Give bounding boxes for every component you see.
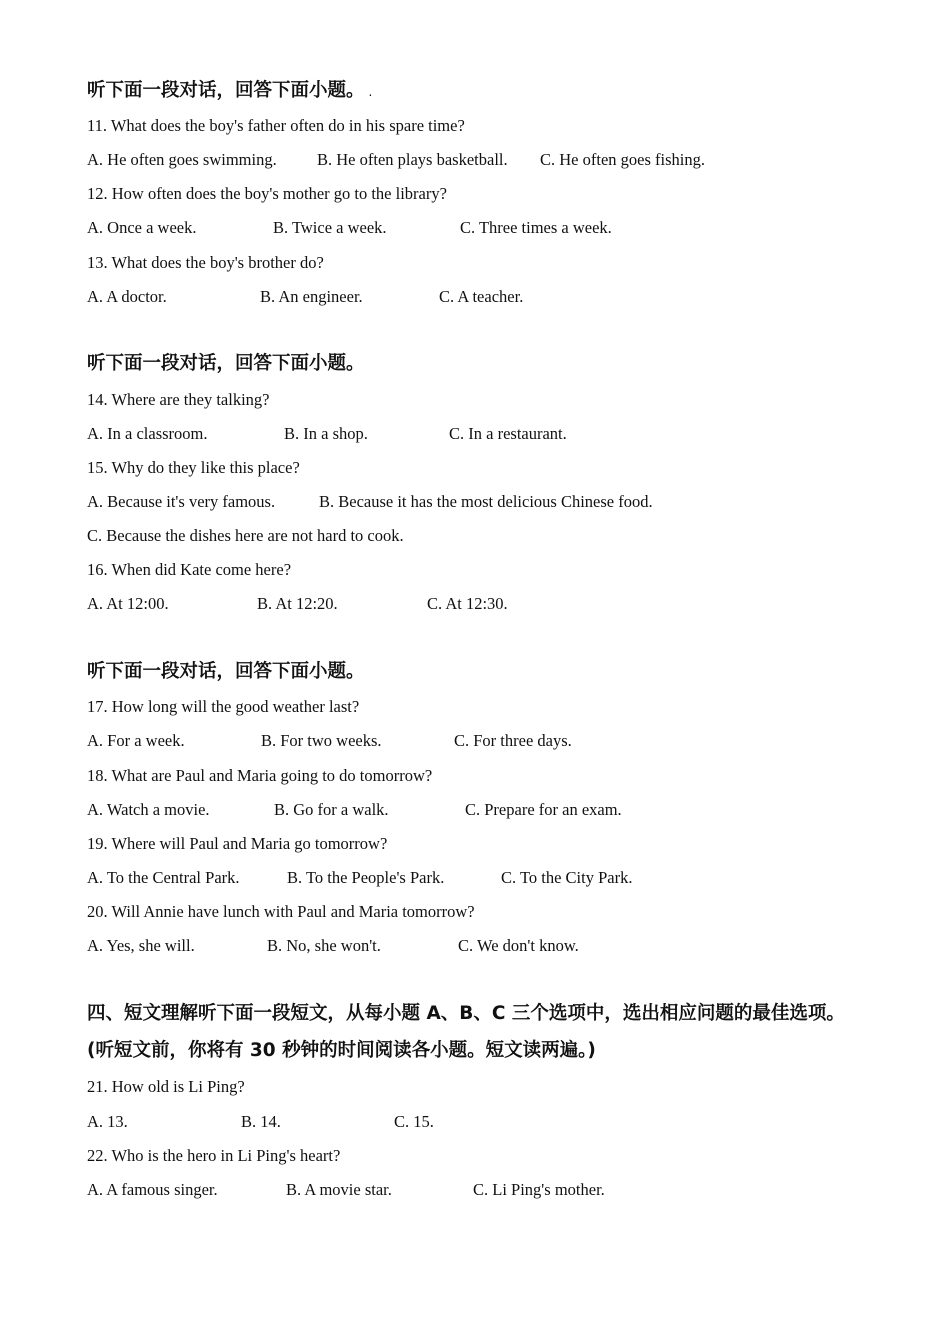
option-c[interactable]: C. For three days.	[454, 731, 572, 750]
option-b[interactable]: B. He often plays basketball.	[317, 150, 508, 169]
option-a[interactable]: A. A famous singer.	[87, 1180, 218, 1199]
option-a[interactable]: A. A doctor.	[87, 287, 167, 306]
option-a[interactable]: A. Yes, she will.	[87, 936, 195, 955]
question-16: 16. When did Kate come here?	[87, 560, 292, 579]
option-c[interactable]: C. In a restaurant.	[449, 424, 567, 443]
option-c[interactable]: C. To the City Park.	[501, 868, 633, 887]
option-c[interactable]: C. At 12:30.	[427, 594, 508, 613]
option-b[interactable]: B. Go for a walk.	[274, 800, 389, 819]
option-a[interactable]: A. Watch a movie.	[87, 800, 210, 819]
section-instructions: (听短文前，你将有 30 秒钟的时间阅读各小题。短文读两遍。)	[87, 1040, 596, 1061]
question-15: 15. Why do they like this place?	[87, 458, 300, 477]
option-b[interactable]: B. In a shop.	[284, 424, 368, 443]
question-21: 21. How old is Li Ping?	[87, 1077, 245, 1096]
heading-mark: .	[368, 85, 373, 99]
option-a[interactable]: A. Once a week.	[87, 218, 197, 237]
option-c[interactable]: C. A teacher.	[439, 287, 524, 306]
question-12: 12. How often does the boy's mother go to the library?	[87, 184, 447, 203]
question-19: 19. Where will Paul and Maria go tomorrow?	[87, 834, 388, 853]
question-20: 20. Will Annie have lunch with Paul and Maria tomorrow?	[87, 902, 475, 921]
question-11: 11. What does the boy's father often do in his spare time?	[87, 116, 465, 135]
question-22: 22. Who is the hero in Li Ping's heart?	[87, 1146, 341, 1165]
option-a[interactable]: A. At 12:00.	[87, 594, 169, 613]
question-14: 14. Where are they talking?	[87, 390, 270, 409]
option-b[interactable]: B. Twice a week.	[273, 218, 387, 237]
section-heading: 听下面一段对话，回答下面小题。 .	[87, 80, 373, 101]
option-c[interactable]: C. We don't know.	[458, 936, 579, 955]
question-18: 18. What are Paul and Maria going to do tomorrow?	[87, 766, 433, 785]
option-c[interactable]: C. Prepare for an exam.	[465, 800, 622, 819]
option-c[interactable]: C. Because the dishes here are not hard to cook.	[87, 526, 404, 545]
option-b[interactable]: B. Because it has the most delicious Chinese food.	[319, 492, 653, 511]
option-b[interactable]: B. A movie star.	[286, 1180, 392, 1199]
question-13: 13. What does the boy's brother do?	[87, 253, 324, 272]
option-a[interactable]: A. He often goes swimming.	[87, 150, 277, 169]
option-c[interactable]: C. 15.	[394, 1112, 434, 1131]
option-b[interactable]: B. No, she won't.	[267, 936, 381, 955]
option-a[interactable]: A. Because it's very famous.	[87, 492, 276, 511]
option-c[interactable]: C. Li Ping's mother.	[473, 1180, 605, 1199]
option-a[interactable]: A. 13.	[87, 1112, 128, 1131]
option-a[interactable]: A. For a week.	[87, 731, 185, 750]
option-b[interactable]: B. For two weeks.	[261, 731, 382, 750]
section-heading: 听下面一段对话，回答下面小题。	[87, 353, 365, 374]
option-c[interactable]: C. Three times a week.	[460, 218, 612, 237]
question-17: 17. How long will the good weather last?	[87, 697, 360, 716]
option-a[interactable]: A. In a classroom.	[87, 424, 208, 443]
option-b[interactable]: B. To the People's Park.	[287, 868, 445, 887]
option-b[interactable]: B. 14.	[241, 1112, 281, 1131]
section-heading: 听下面一段对话，回答下面小题。	[87, 661, 365, 682]
section-heading: 四、短文理解听下面一段短文，从每小题 A、B、C 三个选项中，选出相应问题的最佳选项。	[87, 1003, 845, 1024]
option-a[interactable]: A. To the Central Park.	[87, 868, 240, 887]
option-b[interactable]: B. At 12:20.	[257, 594, 338, 613]
option-c[interactable]: C. He often goes fishing.	[540, 150, 705, 169]
option-b[interactable]: B. An engineer.	[260, 287, 363, 306]
